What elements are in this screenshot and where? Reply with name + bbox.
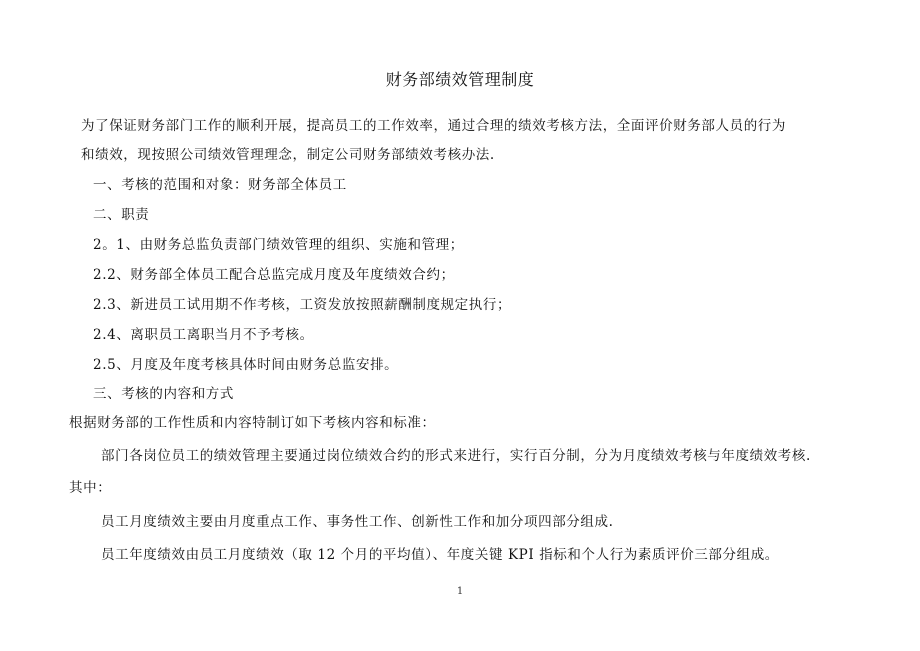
intro-line-2: 和绩效，现按照公司绩效管理理念，制定公司财务部绩效考核办法. [81, 147, 495, 163]
list-item-2-2: 2.2、财务部全体员工配合总监完成月度及年度绩效合约； [93, 267, 455, 283]
list-item-2-1: 2。1、由财务总监负责部门绩效管理的组织、实施和管理； [93, 237, 464, 253]
list-item-2-4: 2.4、离职员工离职当月不予考核。 [93, 327, 314, 343]
section-1-heading: 一、考核的范围和对象：财务部全体员工 [93, 177, 347, 193]
intro-line-1: 为了保证财务部门工作的顺利开展，提高员工的工作效率，通过合理的绩效考核方法，全面评价财务部人员的行为 [81, 118, 786, 134]
page-number: 1 [456, 586, 464, 597]
method-paragraph-line-1: 部门各岗位员工的绩效管理主要通过岗位绩效合约的形式来进行，实行百分制，分为月度绩效考核与年度绩效考核. [101, 448, 811, 464]
section-3-heading: 三、考核的内容和方式 [93, 386, 234, 402]
document-title: 财务部绩效管理制度 [385, 70, 535, 89]
monthly-performance-line: 员工月度绩效主要由月度重点工作、事务性工作、创新性工作和加分项四部分组成. [101, 514, 614, 530]
list-item-2-3: 2.3、新进员工试用期不作考核，工资发放按照薪酬制度规定执行； [93, 297, 512, 313]
annual-performance-line: 员工年度绩效由员工月度绩效（取 12 个月的平均值）、年度关键 KPI 指标和个人行为素质评价三部分组成。 [101, 547, 779, 563]
basis-line: 根据财务部的工作性质和内容特制订如下考核内容和标准： [69, 415, 436, 431]
list-item-2-5: 2.5、月度及年度考核具体时间由财务总监安排。 [93, 357, 399, 373]
section-2-heading: 二、职责 [93, 207, 150, 223]
method-paragraph-line-2: 其中： [69, 480, 112, 496]
